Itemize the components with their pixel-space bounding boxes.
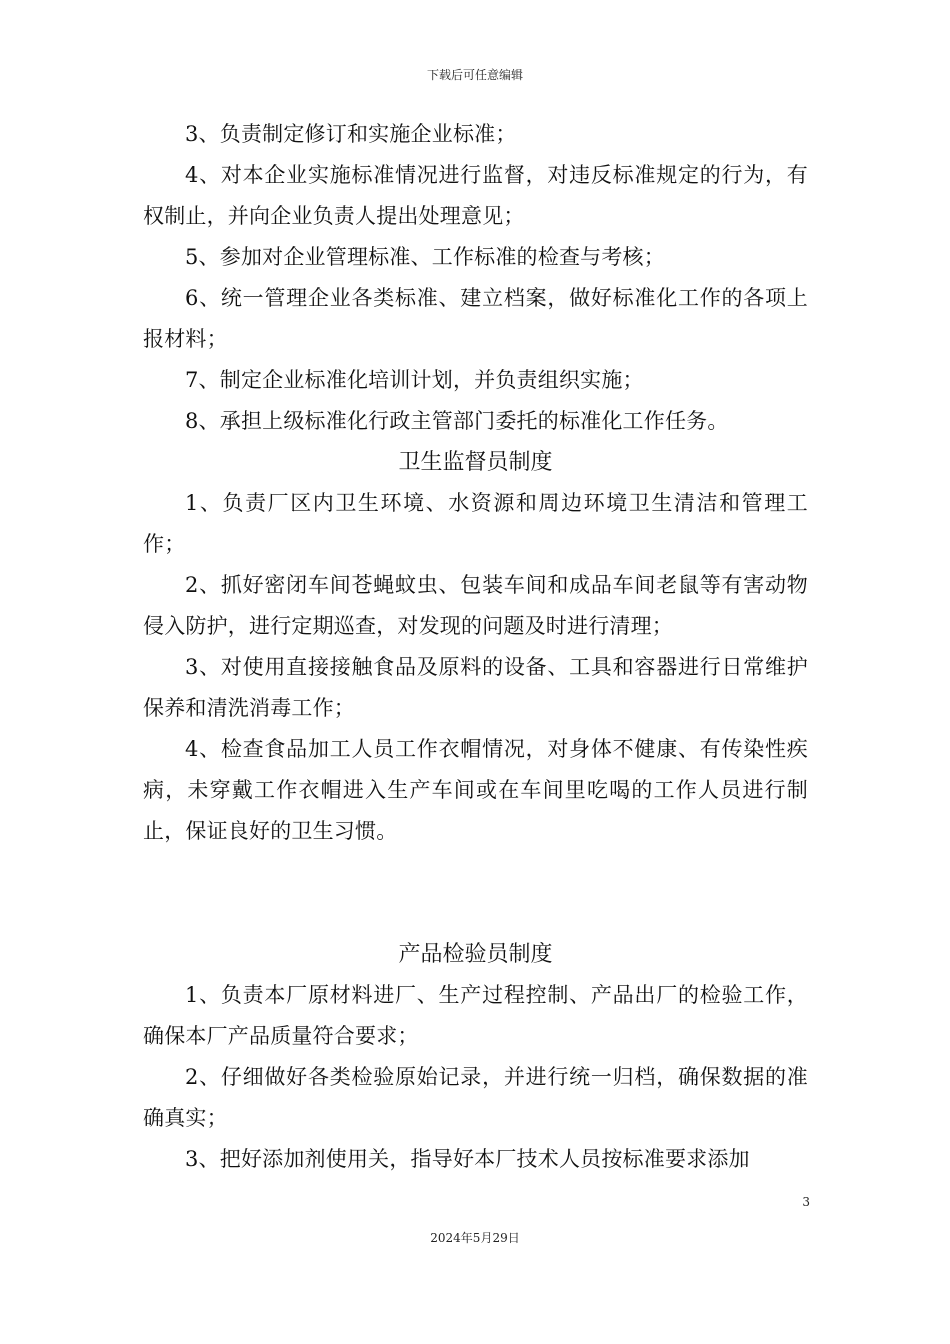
section-spacer <box>143 852 808 934</box>
s2-para-4: 4、检查食品加工人员工作衣帽情况，对身体不健康、有传染性疾病，未穿戴工作衣帽进入生产车间或在车间里吃喝的工作人员进行制止，保证良好的卫生习惯。 <box>143 737 808 843</box>
s2-para-3: 3、对使用直接接触食品及原料的设备、工具和容器进行日常维护保养和清洗消毒工作； <box>143 655 808 720</box>
s2-para-1: 1、负责厂区内卫生环境、水资源和周边环境卫生清洁和管理工作； <box>143 491 808 556</box>
s1-para-8: 8、承担上级标准化行政主管部门委托的标准化工作任务。 <box>185 409 729 433</box>
s3-para-3: 3、把好添加剂使用关，指导好本厂技术人员按标准要求添加 <box>185 1147 750 1171</box>
s2-para-2: 2、抓好密闭车间苍蝇蚊虫、包装车间和成品车间老鼠等有害动物侵入防护，进行定期巡查，对发现的问题及时进行清理； <box>143 573 808 638</box>
page-number: 3 <box>802 1195 810 1209</box>
section-title-sanitation-supervisor: 卫生监督员制度 <box>398 450 553 475</box>
s1-para-7: 7、制定企业标准化培训计划，并负责组织实施； <box>185 368 644 392</box>
s1-para-4: 4、对本企业实施标准情况进行监督，对违反标准规定的行为，有权制止，并向企业负责人提出处理意见； <box>143 163 808 228</box>
page-header: 下载后可任意编辑 <box>426 68 523 82</box>
s1-para-3: 3、负责制定修订和实施企业标准； <box>185 122 517 146</box>
s1-para-6: 6、统一管理企业各类标准、建立档案，做好标准化工作的各项上报材料； <box>143 286 808 351</box>
s1-para-5: 5、参加对企业管理标准、工作标准的检查与考核； <box>185 245 665 269</box>
page-footer-date: 2024年5月29日 <box>430 1231 520 1245</box>
s3-para-1: 1、负责本厂原材料进厂、生产过程控制、产品出厂的检验工作，确保本厂产品质量符合要求； <box>143 983 808 1048</box>
document-body <box>143 114 808 1180</box>
s3-para-2: 2、仔细做好各类检验原始记录，并进行统一归档，确保数据的准确真实； <box>143 1065 808 1130</box>
section-title-product-inspector: 产品检验员制度 <box>398 942 553 967</box>
